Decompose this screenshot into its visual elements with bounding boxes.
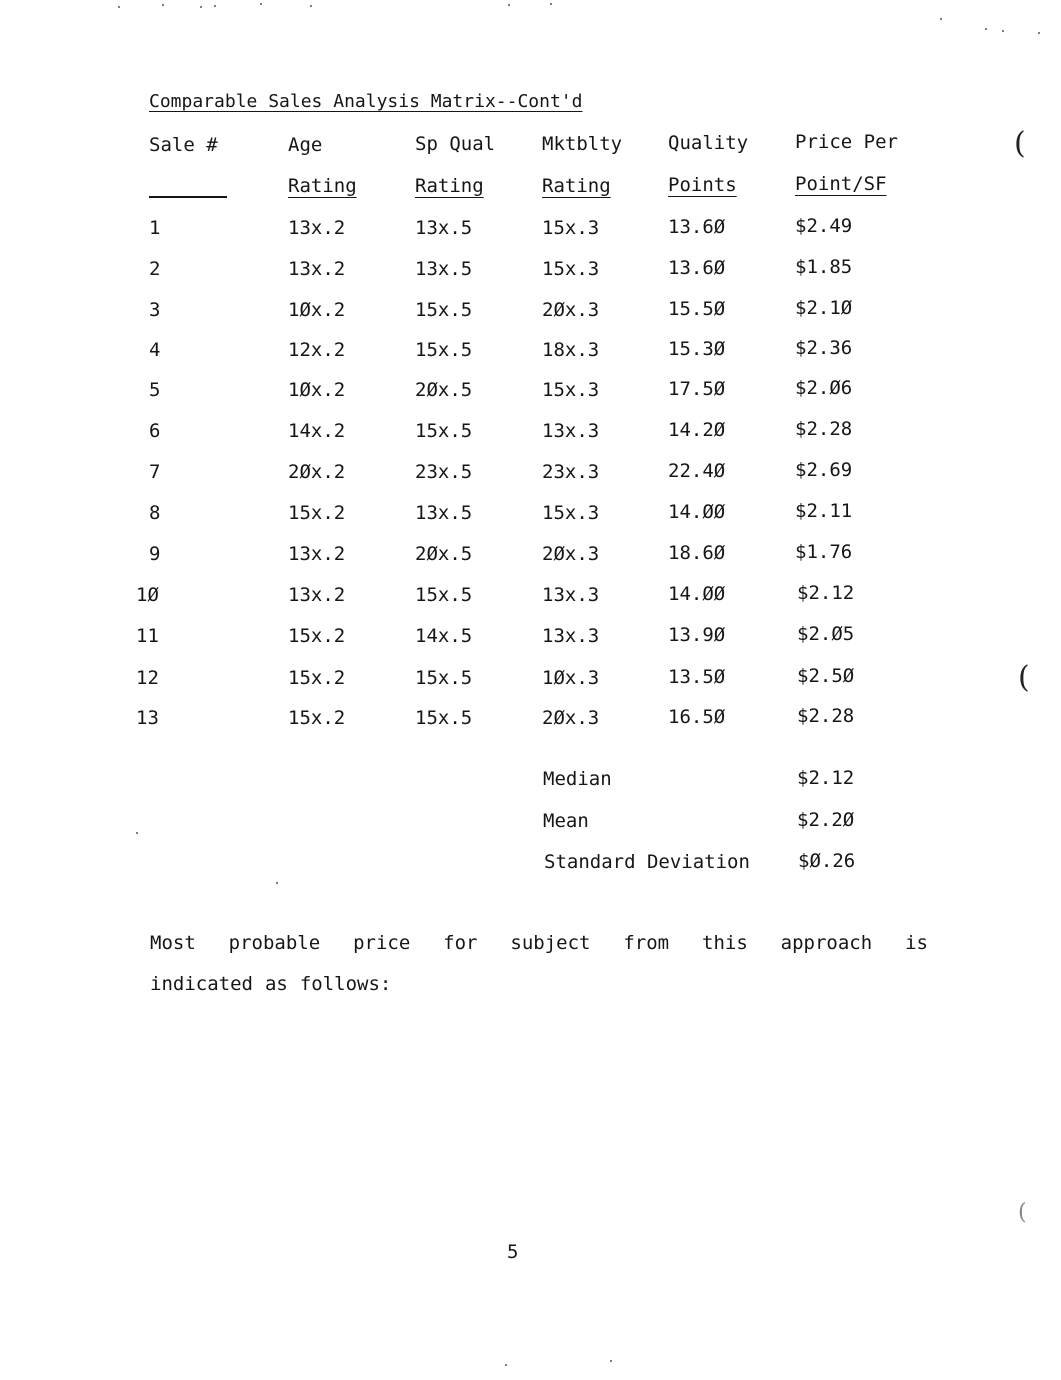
- table-cell-mktblty: 15x.3: [542, 379, 600, 401]
- table-cell-sp-qual: 15x.5: [415, 299, 473, 321]
- scan-speck: [610, 1360, 612, 1362]
- table-cell-price: $2.36: [795, 337, 853, 359]
- table-cell-mktblty: 18x.3: [542, 339, 600, 361]
- table-cell-sale: 11: [136, 625, 159, 647]
- table-cell-price: $2.Ø5: [797, 623, 855, 645]
- scan-speck: [1038, 32, 1040, 34]
- table-cell-sale: 7: [149, 461, 161, 483]
- header-mktblty-rating: Rating: [542, 175, 611, 197]
- table-cell-sp-qual: 2Øx.5: [415, 379, 473, 401]
- scan-speck: [550, 3, 552, 5]
- table-cell-sale: 13: [136, 707, 159, 729]
- scan-speck: [136, 832, 138, 834]
- document-title: Comparable Sales Analysis Matrix--Cont'd: [149, 91, 583, 112]
- table-cell-points: 13.5Ø: [668, 666, 726, 688]
- paragraph-word: from: [623, 932, 670, 954]
- scan-speck: [200, 6, 202, 8]
- table-cell-sp-qual: 2Øx.5: [415, 543, 473, 565]
- header-age-rating: Rating: [288, 175, 357, 197]
- table-cell-sale: 3: [149, 299, 161, 321]
- std-dev-value: $Ø.26: [798, 850, 856, 872]
- header-quality: Quality: [668, 132, 749, 154]
- table-cell-sp-qual: 13x.5: [415, 217, 473, 239]
- paragraph-word: is: [905, 932, 928, 954]
- scan-speck: [310, 5, 312, 7]
- paragraph-word: probable: [228, 932, 321, 954]
- paragraph-word: approach: [780, 932, 873, 954]
- table-cell-mktblty: 13x.3: [542, 420, 600, 442]
- table-cell-age: 13x.2: [288, 543, 346, 565]
- table-cell-age: 13x.2: [288, 258, 346, 280]
- table-cell-mktblty: 2Øx.3: [542, 707, 600, 729]
- table-cell-points: 22.4Ø: [668, 460, 726, 482]
- table-cell-mktblty: 1Øx.3: [542, 667, 600, 689]
- table-cell-price: $2.28: [797, 705, 855, 727]
- table-cell-sale: 5: [149, 379, 161, 401]
- table-cell-points: 13.6Ø: [668, 257, 726, 279]
- header-price-per-point: Point/SF: [795, 173, 887, 195]
- header-mktblty: Mktblty: [542, 133, 623, 155]
- page-number: 5: [507, 1241, 519, 1263]
- scan-speck: [508, 4, 510, 6]
- table-cell-mktblty: 2Øx.3: [542, 299, 600, 321]
- table-cell-age: 13x.2: [288, 584, 346, 606]
- table-cell-sp-qual: 13x.5: [415, 258, 473, 280]
- scan-speck: [1002, 30, 1004, 32]
- binder-hole-mark: (: [1018, 1200, 1027, 1225]
- table-cell-age: 15x.2: [288, 502, 346, 524]
- scan-speck: [505, 1364, 507, 1366]
- table-cell-sale: 4: [149, 339, 161, 361]
- table-cell-age: 15x.2: [288, 625, 346, 647]
- table-cell-age: 14x.2: [288, 420, 346, 442]
- header-age: Age: [288, 134, 323, 156]
- table-cell-sp-qual: 23x.5: [415, 461, 473, 483]
- table-cell-age: 13x.2: [288, 217, 346, 239]
- table-cell-mktblty: 13x.3: [542, 625, 600, 647]
- scan-speck: [162, 4, 164, 6]
- table-cell-sale: 12: [136, 667, 159, 689]
- table-cell-age: 2Øx.2: [288, 461, 346, 483]
- table-cell-sale: 1: [149, 217, 161, 239]
- table-cell-sale: 9: [149, 543, 161, 565]
- mean-label: Mean: [543, 810, 589, 832]
- table-cell-sp-qual: 15x.5: [415, 420, 473, 442]
- median-value: $2.12: [797, 767, 855, 789]
- table-cell-price: $2.Ø6: [795, 377, 853, 399]
- table-cell-points: 15.5Ø: [668, 298, 726, 320]
- std-dev-label: Standard Deviation: [544, 851, 750, 873]
- header-sale: Sale #: [149, 134, 218, 156]
- scan-speck: [214, 5, 216, 7]
- binder-hole-mark: (: [1018, 660, 1030, 695]
- table-cell-sale: 8: [149, 502, 161, 524]
- table-cell-price: $1.76: [795, 541, 853, 563]
- table-cell-mktblty: 15x.3: [542, 502, 600, 524]
- table-cell-sp-qual: 14x.5: [415, 625, 473, 647]
- table-cell-mktblty: 2Øx.3: [542, 543, 600, 565]
- table-cell-age: 12x.2: [288, 339, 346, 361]
- table-cell-price: $2.28: [795, 418, 853, 440]
- binder-hole-mark: (: [1014, 126, 1026, 161]
- table-cell-points: 14.ØØ: [668, 501, 726, 523]
- table-cell-age: 15x.2: [288, 707, 346, 729]
- table-cell-sp-qual: 15x.5: [415, 707, 473, 729]
- paragraph-line-2: [150, 973, 928, 995]
- table-cell-mktblty: 13x.3: [542, 584, 600, 606]
- sale-underline: [149, 196, 227, 198]
- table-cell-sale: 2: [149, 258, 161, 280]
- table-cell-points: 14.2Ø: [668, 419, 726, 441]
- table-cell-sp-qual: 15x.5: [415, 667, 473, 689]
- table-cell-sp-qual: 13x.5: [415, 502, 473, 524]
- table-cell-mktblty: 15x.3: [542, 258, 600, 280]
- paragraph-word: price: [353, 932, 411, 954]
- table-cell-sp-qual: 15x.5: [415, 339, 473, 361]
- table-cell-points: 17.5Ø: [668, 378, 726, 400]
- table-cell-sale: 6: [149, 420, 161, 442]
- scan-speck: [940, 18, 942, 20]
- mean-value: $2.2Ø: [797, 809, 855, 831]
- table-cell-price: $2.11: [795, 500, 853, 522]
- table-cell-points: 14.ØØ: [668, 583, 726, 605]
- paragraph-word: follows:: [299, 973, 392, 995]
- table-cell-sp-qual: 15x.5: [415, 584, 473, 606]
- table-cell-points: 18.6Ø: [668, 542, 726, 564]
- table-cell-price: $2.49: [795, 215, 853, 237]
- table-cell-price: $2.5Ø: [797, 665, 855, 687]
- table-cell-points: 13.6Ø: [668, 216, 726, 238]
- median-label: Median: [543, 768, 612, 790]
- table-cell-price: $2.1Ø: [795, 297, 853, 319]
- scan-speck: [118, 6, 120, 8]
- paragraph-word: as: [264, 973, 288, 995]
- table-cell-age: 1Øx.2: [288, 299, 346, 321]
- table-cell-price: $2.12: [797, 582, 855, 604]
- table-cell-age: 15x.2: [288, 667, 346, 689]
- header-price-per: Price Per: [795, 131, 898, 153]
- header-sp-qual: Sp Qual: [415, 133, 496, 155]
- table-cell-price: $1.85: [795, 256, 853, 278]
- table-cell-points: 15.3Ø: [668, 338, 726, 360]
- table-cell-sale: 1Ø: [136, 584, 159, 606]
- paragraph-word: for: [443, 932, 478, 954]
- scan-speck: [985, 28, 987, 30]
- scan-speck: [260, 3, 262, 5]
- table-cell-age: 1Øx.2: [288, 379, 346, 401]
- paragraph-word: Most: [150, 932, 196, 954]
- table-cell-price: $2.69: [795, 459, 853, 481]
- paragraph-word: indicated: [150, 973, 253, 995]
- scan-speck: [276, 882, 278, 884]
- header-sp-qual-rating: Rating: [415, 175, 484, 197]
- paragraph-word: this: [702, 932, 748, 954]
- table-cell-mktblty: 23x.3: [542, 461, 600, 483]
- header-quality-points: Points: [668, 174, 737, 196]
- table-cell-points: 13.9Ø: [668, 624, 726, 646]
- paragraph-line-1: [150, 932, 928, 954]
- paragraph-word: subject: [510, 932, 591, 954]
- table-cell-mktblty: 15x.3: [542, 217, 600, 239]
- table-cell-points: 16.5Ø: [668, 706, 726, 728]
